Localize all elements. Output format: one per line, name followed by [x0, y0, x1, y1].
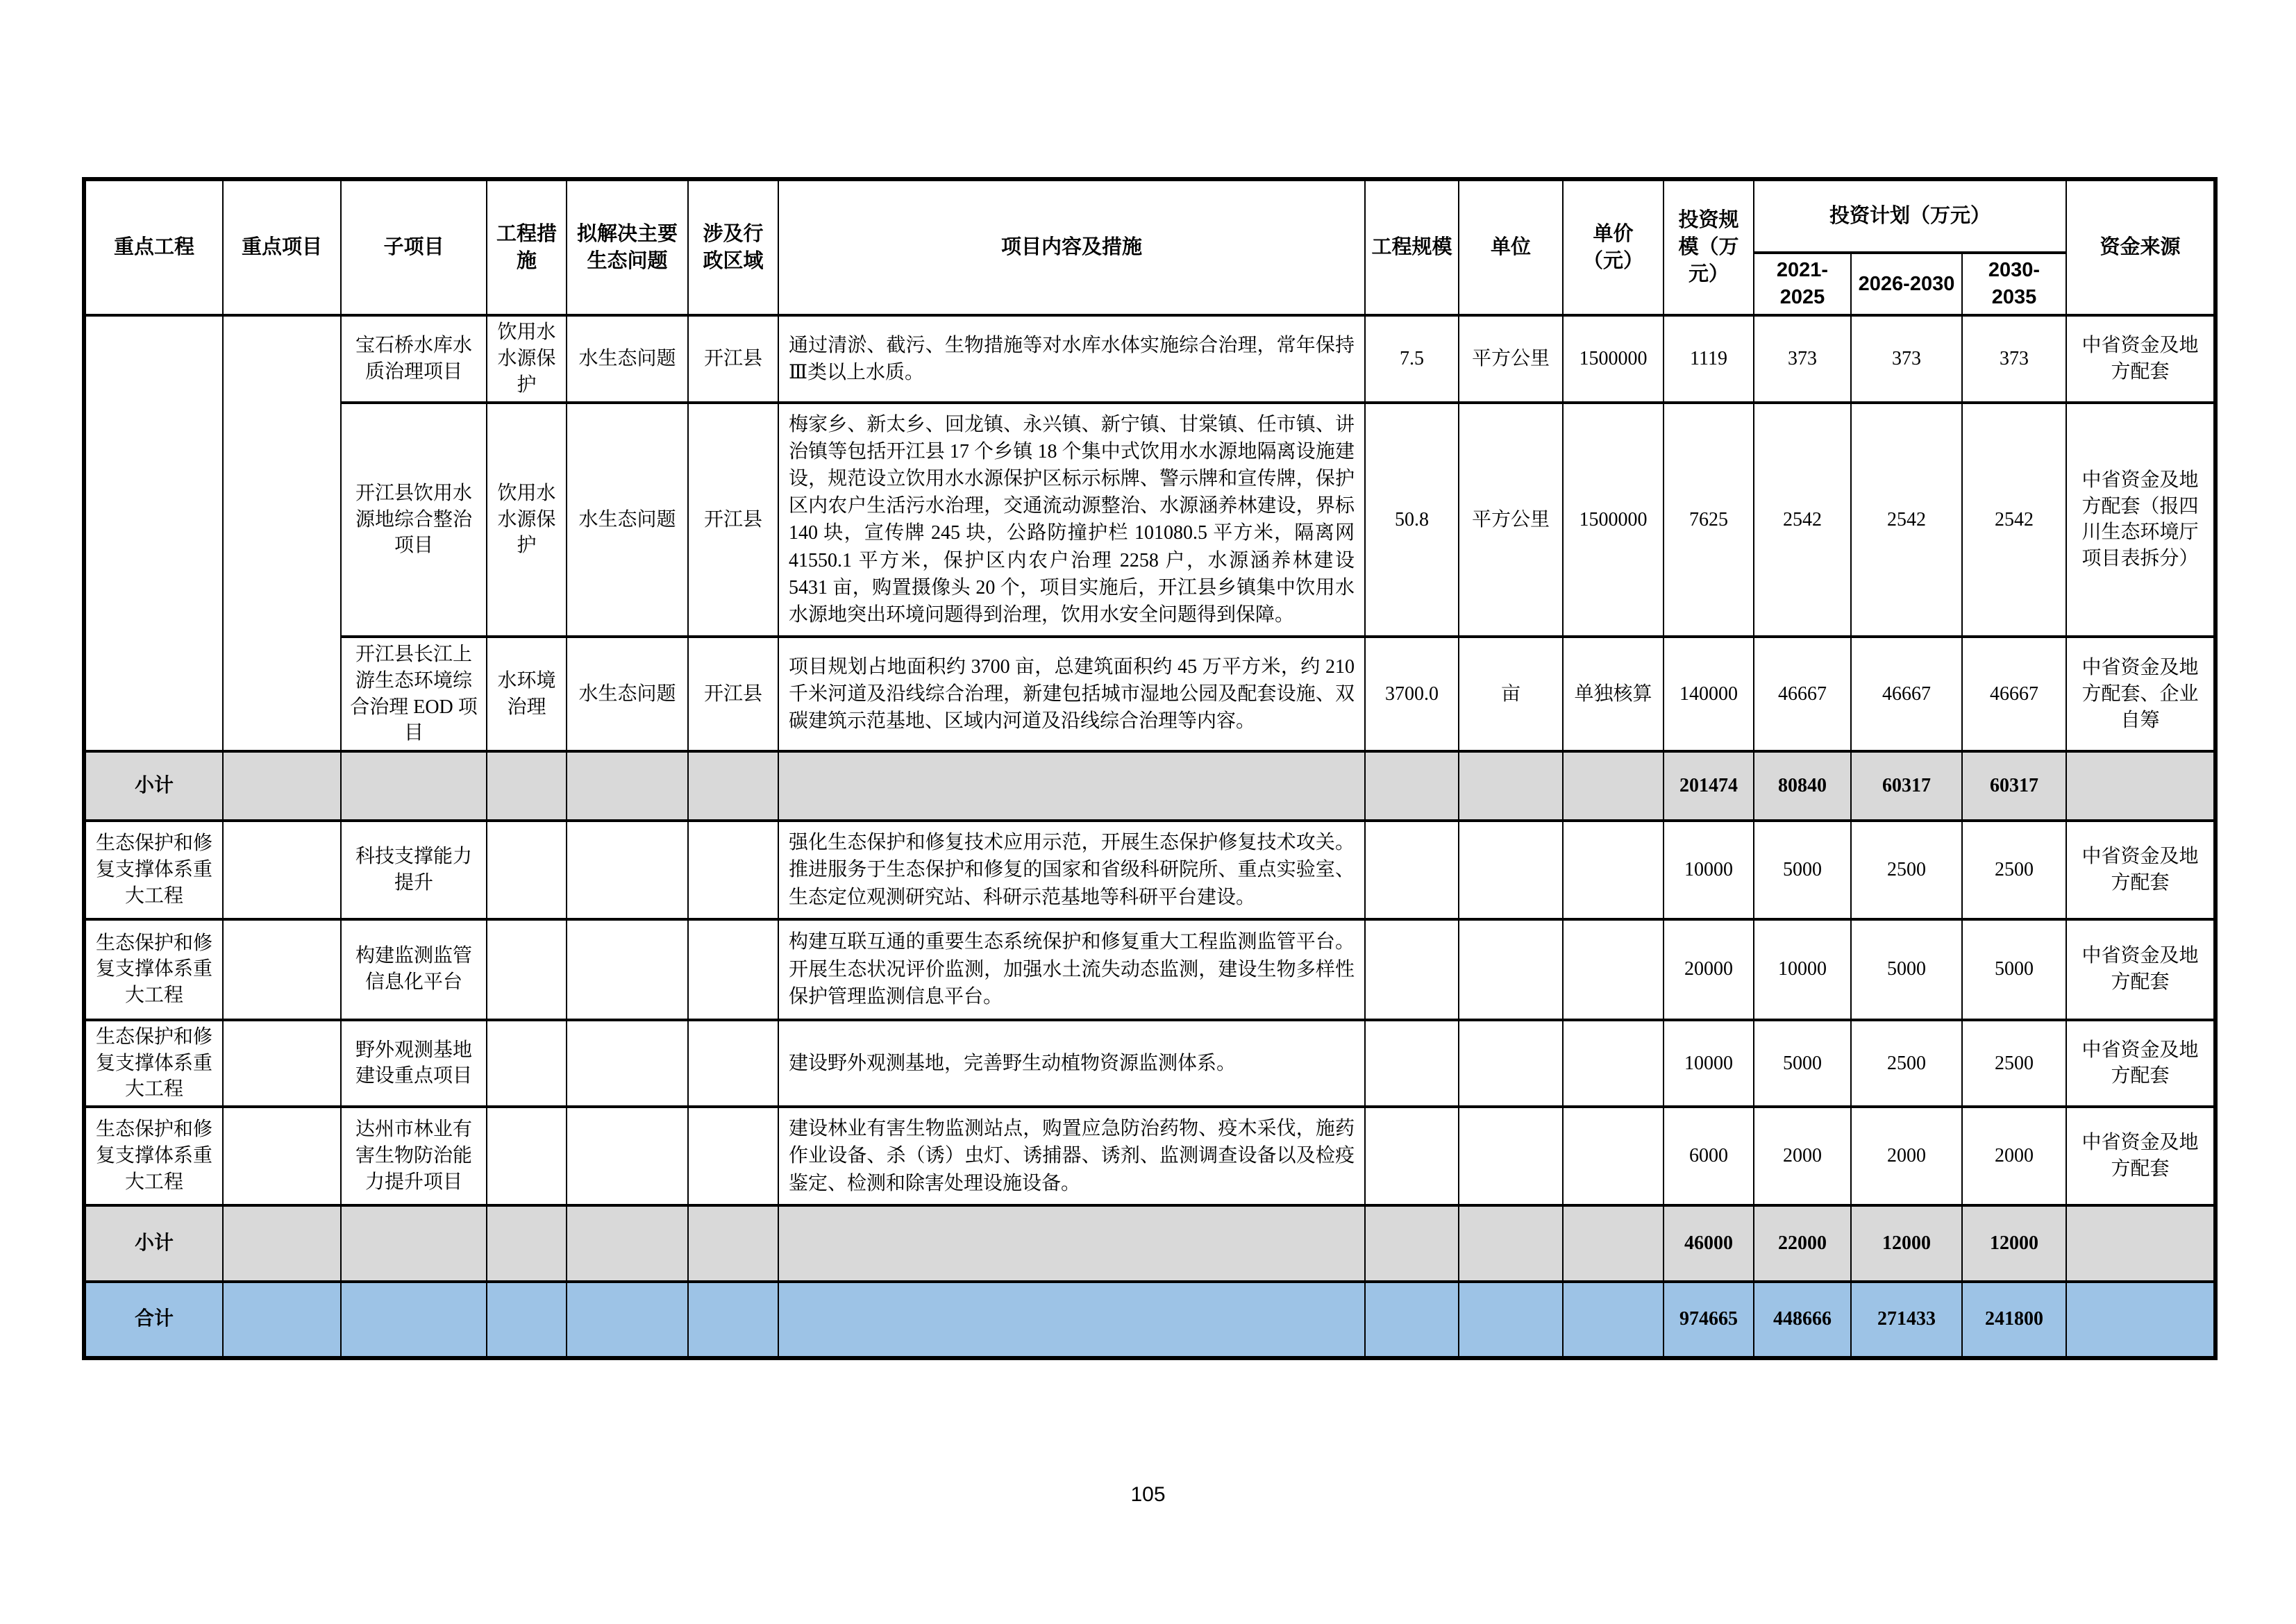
subtotal-row: [84, 751, 2215, 821]
cell-key-project: 生态保护和修复支撑体系重大工程: [84, 821, 223, 919]
empty-cell: [778, 1205, 1365, 1282]
cell-plan2: 373: [1851, 315, 1962, 402]
cell-sub-project: 构建监测监管信息化平台: [341, 919, 487, 1020]
cell-measures: [487, 1020, 567, 1107]
header-invest-plan-group: 投资计划（万元）: [1754, 179, 2066, 253]
header-content: 项目内容及措施: [778, 179, 1365, 315]
cell-plan3: 2000: [1962, 1107, 2066, 1205]
cell-region: [688, 1107, 778, 1205]
empty-cell: [1365, 751, 1459, 821]
cell-funding: 中省资金及地方配套、企业自筹: [2066, 637, 2215, 751]
subtotal-plan1: 80840: [1754, 751, 1851, 821]
cell-key-item-merged: [223, 315, 341, 751]
cell-unit: [1459, 821, 1563, 919]
empty-cell: [487, 1205, 567, 1282]
cell-invest-scale: 7625: [1664, 403, 1754, 637]
subtotal-invest-scale: 201474: [1664, 751, 1754, 821]
empty-cell: [487, 751, 567, 821]
cell-unit-price: 1500000: [1563, 315, 1664, 402]
subtotal-plan2: 60317: [1851, 751, 1962, 821]
header-unit-price: 单价（元）: [1563, 179, 1664, 315]
cell-key-item: [223, 1020, 341, 1107]
cell-funding: 中省资金及地方配套: [2066, 1107, 2215, 1205]
header-key-project: 重点工程: [84, 179, 223, 315]
cell-sub-project: 科技支撑能力提升: [341, 821, 487, 919]
cell-measures: [487, 919, 567, 1020]
header-invest-scale: 投资规模（万元）: [1664, 179, 1754, 315]
cell-unit-price: 单独核算: [1563, 637, 1664, 751]
header-plan-2026-2030: 2026-2030: [1851, 253, 1962, 315]
table-row: [84, 1107, 2215, 1205]
cell-invest-scale: 140000: [1664, 637, 1754, 751]
subtotal-invest-scale: 46000: [1664, 1205, 1754, 1282]
cell-plan2: 46667: [1851, 637, 1962, 751]
cell-plan1: 373: [1754, 315, 1851, 402]
empty-cell: [778, 751, 1365, 821]
empty-cell: [778, 1282, 1365, 1358]
cell-sub-project: 开江县长江上游生态环境综合治理 EOD 项目: [341, 637, 487, 751]
cell-scale: [1365, 1107, 1459, 1205]
cell-eco-problem: [567, 821, 688, 919]
cell-invest-scale: 6000: [1664, 1107, 1754, 1205]
empty-cell: [688, 1205, 778, 1282]
total-plan1: 448666: [1754, 1282, 1851, 1358]
cell-region: 开江县: [688, 637, 778, 751]
cell-unit: 亩: [1459, 637, 1563, 751]
cell-region: [688, 919, 778, 1020]
cell-key-project: 生态保护和修复支撑体系重大工程: [84, 1107, 223, 1205]
subtotal-row: [84, 1205, 2215, 1282]
subtotal-plan3: 60317: [1962, 751, 2066, 821]
header-region: 涉及行政区域: [688, 179, 778, 315]
subtotal-plan1: 22000: [1754, 1205, 1851, 1282]
cell-key-project: 生态保护和修复支撑体系重大工程: [84, 919, 223, 1020]
cell-eco-problem: [567, 1020, 688, 1107]
header-scale: 工程规模: [1365, 179, 1459, 315]
cell-funding: 中省资金及地方配套: [2066, 919, 2215, 1020]
empty-cell: [341, 751, 487, 821]
cell-measures: 水环境治理: [487, 637, 567, 751]
empty-cell: [341, 1282, 487, 1358]
cell-key-item: [223, 919, 341, 1020]
empty-cell: [1459, 751, 1563, 821]
cell-plan3: 2500: [1962, 1020, 2066, 1107]
total-label: 合计: [84, 1282, 223, 1358]
header-funding: 资金来源: [2066, 179, 2215, 315]
cell-content: 通过清淤、截污、生物措施等对水库水体实施综合治理，常年保持Ⅲ类以上水质。: [778, 315, 1365, 402]
cell-eco-problem: 水生态问题: [567, 315, 688, 402]
header-key-item: 重点项目: [223, 179, 341, 315]
empty-cell: [688, 751, 778, 821]
cell-unit-price: [1563, 919, 1664, 1020]
cell-measures: 饮用水水源保护: [487, 403, 567, 637]
header-row: [84, 179, 2215, 253]
cell-plan1: 2542: [1754, 403, 1851, 637]
cell-unit-price: 1500000: [1563, 403, 1664, 637]
header-measures: 工程措施: [487, 179, 567, 315]
cell-unit: [1459, 1020, 1563, 1107]
empty-cell: [487, 1282, 567, 1358]
subtotal-plan3: 12000: [1962, 1205, 2066, 1282]
cell-sub-project: 宝石桥水库水质治理项目: [341, 315, 487, 402]
empty-cell: [567, 751, 688, 821]
cell-scale: 50.8: [1365, 403, 1459, 637]
empty-cell: [1365, 1205, 1459, 1282]
cell-funding: 中省资金及地方配套: [2066, 1020, 2215, 1107]
cell-content: 构建互联互通的重要生态系统保护和修复重大工程监测监管平台。开展生态状况评价监测，加强水土流失动态监测，建设生物多样性保护管理监测信息平台。: [778, 919, 1365, 1020]
empty-cell: [223, 1282, 341, 1358]
cell-key-project-merged: [84, 315, 223, 751]
cell-region: [688, 821, 778, 919]
empty-cell: [2066, 1205, 2215, 1282]
cell-sub-project: 开江县饮用水源地综合整治项目: [341, 403, 487, 637]
table-row: [84, 315, 2215, 402]
empty-cell: [1459, 1205, 1563, 1282]
cell-content: 建设野外观测基地，完善野生动植物资源监测体系。: [778, 1020, 1365, 1107]
cell-eco-problem: 水生态问题: [567, 403, 688, 637]
empty-cell: [1459, 1282, 1563, 1358]
empty-cell: [1563, 1282, 1664, 1358]
table-row: [84, 919, 2215, 1020]
page-number: 105: [1130, 1483, 1166, 1506]
cell-measures: [487, 1107, 567, 1205]
total-plan3: 241800: [1962, 1282, 2066, 1358]
cell-eco-problem: 水生态问题: [567, 637, 688, 751]
subtotal-label: 小计: [84, 751, 223, 821]
cell-measures: 饮用水水源保护: [487, 315, 567, 402]
cell-plan1: 5000: [1754, 1020, 1851, 1107]
cell-plan2: 2500: [1851, 1020, 1962, 1107]
cell-plan3: 373: [1962, 315, 2066, 402]
cell-unit-price: [1563, 821, 1664, 919]
cell-invest-scale: 20000: [1664, 919, 1754, 1020]
empty-cell: [688, 1282, 778, 1358]
cell-scale: 3700.0: [1365, 637, 1459, 751]
total-plan2: 271433: [1851, 1282, 1962, 1358]
cell-plan2: 2500: [1851, 821, 1962, 919]
cell-unit: 平方公里: [1459, 315, 1563, 402]
cell-invest-scale: 10000: [1664, 821, 1754, 919]
cell-plan1: 5000: [1754, 821, 1851, 919]
cell-funding: 中省资金及地方配套: [2066, 315, 2215, 402]
empty-cell: [2066, 1282, 2215, 1358]
cell-plan2: 5000: [1851, 919, 1962, 1020]
cell-unit: [1459, 1107, 1563, 1205]
cell-eco-problem: [567, 1107, 688, 1205]
cell-plan1: 2000: [1754, 1107, 1851, 1205]
cell-plan2: 2542: [1851, 403, 1962, 637]
empty-cell: [2066, 751, 2215, 821]
empty-cell: [567, 1282, 688, 1358]
empty-cell: [1563, 751, 1664, 821]
table-row: [84, 1020, 2215, 1107]
cell-unit: [1459, 919, 1563, 1020]
cell-eco-problem: [567, 919, 688, 1020]
empty-cell: [223, 1205, 341, 1282]
cell-key-item: [223, 821, 341, 919]
header-unit: 单位: [1459, 179, 1563, 315]
cell-invest-scale: 1119: [1664, 315, 1754, 402]
cell-sub-project: 达州市林业有害生物防治能力提升项目: [341, 1107, 487, 1205]
cell-plan2: 2000: [1851, 1107, 1962, 1205]
grand-total-row: [84, 1282, 2215, 1358]
cell-plan1: 10000: [1754, 919, 1851, 1020]
cell-plan3: 5000: [1962, 919, 2066, 1020]
cell-unit: 平方公里: [1459, 403, 1563, 637]
cell-key-project: 生态保护和修复支撑体系重大工程: [84, 1020, 223, 1107]
cell-unit-price: [1563, 1107, 1664, 1205]
empty-cell: [223, 751, 341, 821]
header-eco-problem: 拟解决主要生态问题: [567, 179, 688, 315]
cell-scale: [1365, 919, 1459, 1020]
empty-cell: [1563, 1205, 1664, 1282]
subtotal-plan2: 12000: [1851, 1205, 1962, 1282]
cell-measures: [487, 821, 567, 919]
cell-plan3: 46667: [1962, 637, 2066, 751]
project-investment-table: [82, 177, 2218, 1360]
cell-scale: [1365, 821, 1459, 919]
empty-cell: [567, 1205, 688, 1282]
table-row: [84, 821, 2215, 919]
cell-content: 强化生态保护和修复技术应用示范，开展生态保护修复技术攻关。推进服务于生态保护和修复的国家和省级科研院所、重点实验室、生态定位观测研究站、科研示范基地等科研平台建设。: [778, 821, 1365, 919]
cell-sub-project: 野外观测基地建设重点项目: [341, 1020, 487, 1107]
cell-content: 建设林业有害生物监测站点，购置应急防治药物、疫木采伐，施药作业设备、杀（诱）虫灯、诱捕器、诱剂、监测调查设备以及检疫鉴定、检测和除害处理设施设备。: [778, 1107, 1365, 1205]
cell-invest-scale: 10000: [1664, 1020, 1754, 1107]
cell-content: 梅家乡、新太乡、回龙镇、永兴镇、新宁镇、甘棠镇、任市镇、讲治镇等包括开江县 17 个乡镇 18 个集中式饮用水水源地隔离设施建设，规范设立饮用水水源保护区标示标牌、警示牌和宣传牌，保护区内农户生活污水治理，交通流动源整治、水源涵养林建设，界标 140 块，宣传牌 245 块，公路防撞护栏 101080.5 平方米，隔离网 41550.1 平方米，保护区内农户治理 2258 户，水源涵养林建设 5431 亩，购置摄像头 20 个，项目实施后，开江县乡镇集中饮用水水源地突出环境问题得到治理，饮用水安全问题得到保障。: [778, 403, 1365, 637]
cell-content: 项目规划占地面积约 3700 亩，总建筑面积约 45 万平方米，约 210 千米河道及沿线综合治理，新建包括城市湿地公园及配套设施、双碳建筑示范基地、区域内河道及沿线综合治理等内容。: [778, 637, 1365, 751]
header-plan-2030-2035: 2030-2035: [1962, 253, 2066, 315]
empty-cell: [1365, 1282, 1459, 1358]
subtotal-label: 小计: [84, 1205, 223, 1282]
total-invest-scale: 974665: [1664, 1282, 1754, 1358]
cell-key-item: [223, 1107, 341, 1205]
cell-plan1: 46667: [1754, 637, 1851, 751]
cell-region: 开江县: [688, 315, 778, 402]
header-sub-project: 子项目: [341, 179, 487, 315]
header-plan-2021-2025: 2021-2025: [1754, 253, 1851, 315]
table-row: [84, 403, 2215, 637]
cell-scale: [1365, 1020, 1459, 1107]
cell-region: [688, 1020, 778, 1107]
cell-region: 开江县: [688, 403, 778, 637]
empty-cell: [341, 1205, 487, 1282]
table-row: [84, 637, 2215, 751]
cell-unit-price: [1563, 1020, 1664, 1107]
cell-funding: 中省资金及地方配套: [2066, 821, 2215, 919]
cell-funding: 中省资金及地方配套（报四川生态环境厅项目表拆分）: [2066, 403, 2215, 637]
cell-plan3: 2542: [1962, 403, 2066, 637]
cell-plan3: 2500: [1962, 821, 2066, 919]
cell-scale: 7.5: [1365, 315, 1459, 402]
